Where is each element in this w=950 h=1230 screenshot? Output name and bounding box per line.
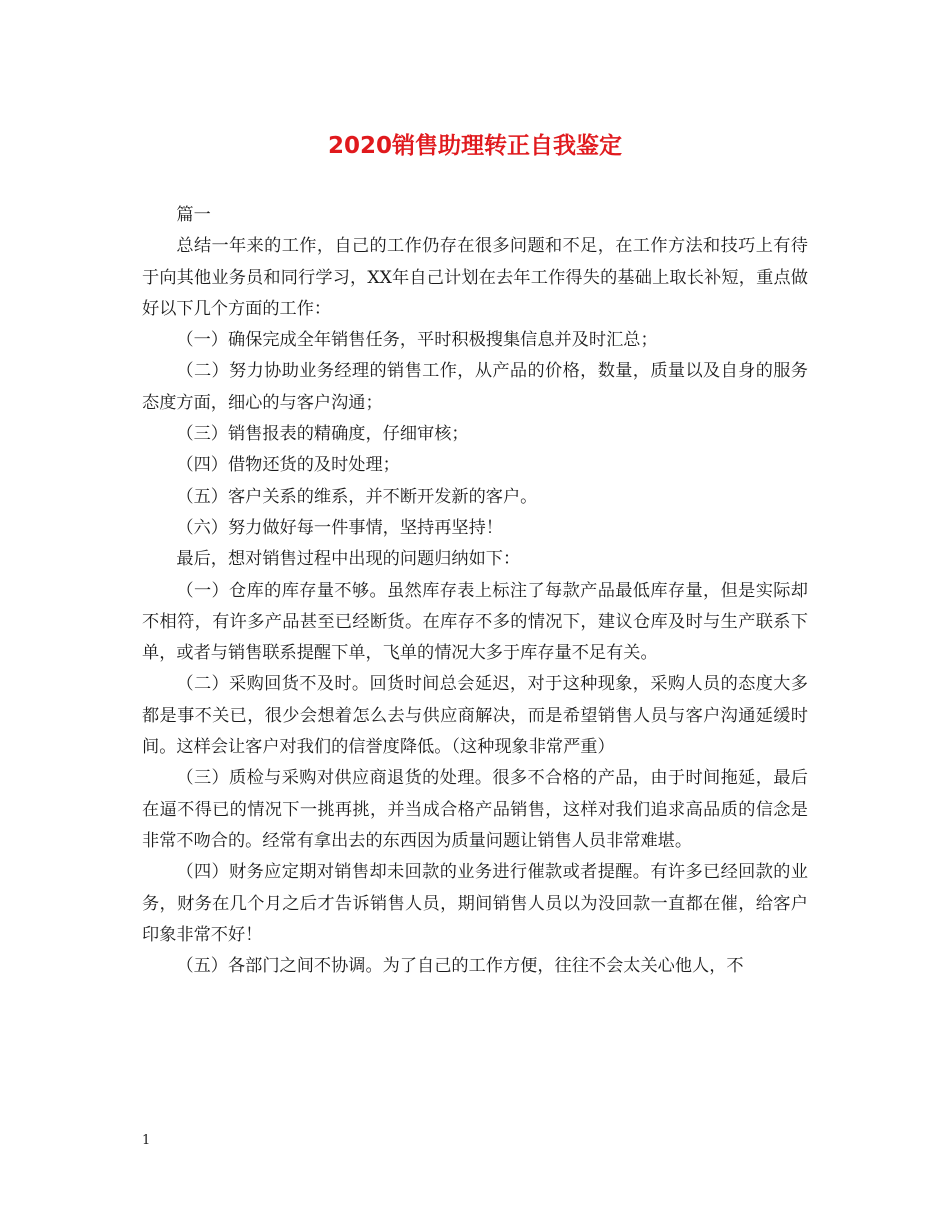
paragraph-plan-item-2: （二）努力协助业务经理的销售工作，从产品的价格，数量，质量以及自身的服务态度方面，细心的与客户沟通；: [142, 361, 808, 413]
page-number: 1: [142, 1133, 151, 1148]
paragraph-summary: 总结一年来的工作，自己的工作仍存在很多问题和不足，在工作方法和技巧上有待于向其他业务员和同行学习，XX年自己计划在去年工作得失的基础上取长补短，重点做好以下几个方面的工作：: [142, 236, 808, 319]
paragraph-plan-item-1: （一）确保完成全年销售任务，平时积极搜集信息并及时汇总；: [176, 330, 658, 351]
paragraph-problems-intro: 最后，想对销售过程中出现的问题归纳如下：: [176, 549, 521, 570]
paragraph-problem-1: （一）仓库的库存量不够。虽然库存表上标注了每款产品最低库存量，但是实际却不相符，有许多产品甚至已经断货。在库存不多的情况下，建议仓库及时与生产联系下单，或者与销售联系提醒下单，飞单的情况大多于库存量不足有关。: [142, 580, 808, 664]
paragraph-problem-2: （二）采购回货不及时。回货时间总会延迟，对于这种现象，采购人员的态度大多都是事不关已，很少会想着怎么去与供应商解决，而是希望销售人员与客户沟通延缓时间。这样会让客户对我们的信誉度降低。（这种现象非常严重）: [142, 674, 808, 758]
paragraph-plan-item-5: （五）客户关系的维系，并不断开发新的客户。: [176, 486, 538, 507]
paragraph-plan-item-6: （六）努力做好每一件事情，坚持再坚持！: [176, 517, 503, 538]
paragraph-section-label: 篇一: [176, 205, 211, 225]
paragraph-plan-item-4: （四）借物还货的及时处理；: [176, 455, 400, 476]
document-title: 2020销售助理转正自我鉴定: [327, 133, 622, 159]
paragraph-problem-5: （五）各部门之间不协调。为了自己的工作方便，往往不会太关心他人，不: [176, 956, 744, 977]
document-body: [142, 200, 808, 982]
paragraph-problem-4: （四）财务应定期对销售却未回款的业务进行催款或者提醒。有许多已经回款的业务，财务在几个月之后才告诉销售人员，期间销售人员以为没回款一直都在催，给客户印象非常不好！: [142, 862, 808, 945]
paragraph-problem-3: （三）质检与采购对供应商退货的处理。很多不合格的产品，由于时间拖延，最后在逼不得已的情况下一挑再挑，并当成合格产品销售，这样对我们追求高品质的信念是非常不吻合的。经常有拿出去的东西因为质量问题让销售人员非常难堪。: [142, 768, 808, 851]
paragraph-plan-item-3: （三）销售报表的精确度，仔细审核；: [176, 424, 469, 445]
